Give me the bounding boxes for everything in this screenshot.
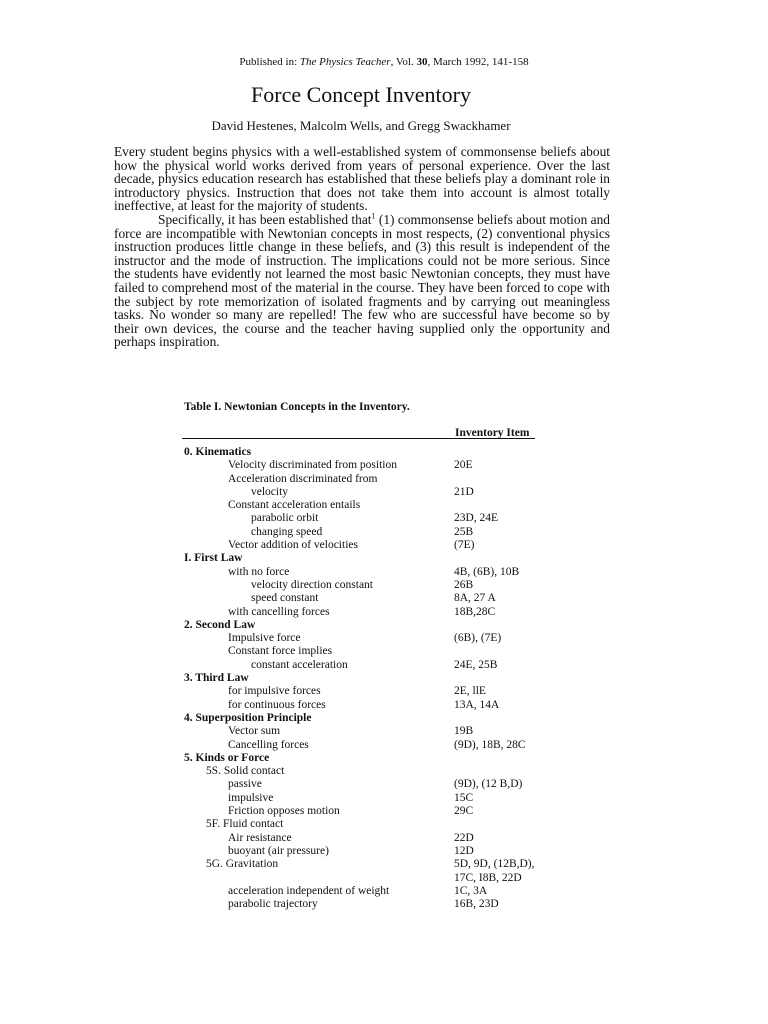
table-row [184,473,584,486]
concept-cell: parabolic trajectory [228,898,318,911]
table-caption: Table I. Newtonian Concepts in the Inventory. [184,401,410,413]
publication-volume-prefix: , Vol. [390,56,417,68]
concept-cell: Friction opposes motion [228,805,340,818]
item-cell: 5D, 9D, (12B,D), [454,858,535,871]
table-section-row [184,712,584,725]
table-row [184,699,584,712]
concept-cell: impulsive [228,791,274,804]
publication-line [0,56,768,69]
table-row [184,606,584,619]
table-row [184,885,584,898]
table-row [184,765,584,778]
table-row [184,739,584,752]
concept-cell: 2. Second Law [184,618,256,631]
item-cell: (6B), (7E) [454,632,502,645]
concept-cell: changing speed [251,525,323,538]
table-row [184,725,584,738]
item-cell: 23D, 24E [454,512,499,525]
concept-cell: 4. Superposition Principle [184,711,312,724]
concept-cell: Impulsive force [228,632,301,645]
concept-cell: speed constant [251,592,319,605]
concept-cell: 3. Third Law [184,672,249,685]
item-cell: 29C [454,805,474,818]
item-cell: 8A, 27 A [454,592,496,605]
table-row [184,512,584,525]
table-row [184,539,584,552]
item-cell: 24E, 25B [454,658,498,671]
table-row [184,858,584,871]
item-cell: 16B, 23D [454,898,499,911]
table-section-row [184,552,584,565]
footnote-ref: 1 [371,211,376,221]
table-row [184,845,584,858]
paper-title: Force Concept Inventory [251,82,471,107]
item-cell: 17C, I8B, 22D [454,871,522,884]
concept-cell: I. First Law [184,552,243,565]
paragraph-1: Every student begins physics with a well-established system of commonsense beliefs about how the physical world works derived from years of personal experience. Over the last decade, physics education research has established that these beliefs play a dominant role in introductory physics. Instruction that does not take them into account is almost totally ineffective, at least for the majority of students. [114,144,610,214]
item-cell: 15C [454,791,474,804]
paragraph-2-rest: (1) commonsense beliefs about motion and force are incompatible with Newtonian concepts in most respects, (2) conventional physics instruction produces little change in these beliefs, and (3) this result is independent of the instructor and the mode of instruction. The implications could not be more serious. Since the students have evidently not learned the most basic Newtonian concepts, they must have failed to comprehend most of the material in the course. They have been forced to cope with the subject by rote memorization of isolated fragments and by carrying out meaningless tasks. No wonder so many are repelled! The few who are successful have become so by their own devices, the course and the teacher having supplied only the opportunity and perhaps inspiration. [114,211,610,350]
table-row [184,579,584,592]
item-cell: 4B, (6B), 10B [454,565,520,578]
item-cell: 12D [454,844,474,857]
paragraph-2 [114,213,610,349]
table-row [184,818,584,831]
concept-cell: parabolic orbit [251,512,319,525]
table-section-row [184,752,584,765]
paragraph-2-start: Specifically, it has been established that [158,211,372,227]
table-row [184,792,584,805]
concept-cell: with no force [228,565,290,578]
concept-cell: Cancelling forces [228,738,309,751]
table-row [184,632,584,645]
table-section-row [184,672,584,685]
table-row [184,872,584,885]
table-row [184,832,584,845]
item-cell: 2E, llE [454,685,486,698]
concept-cell: velocity direction constant [251,578,373,591]
item-cell: 1C, 3A [454,884,488,897]
concept-cell: Constant acceleration entails [228,499,361,512]
concept-cell: for continuous forces [228,698,326,711]
item-cell: 25B [454,525,474,538]
concept-cell: Air resistance [228,831,292,844]
item-cell: 19B [454,725,474,738]
concept-cell: passive [228,778,262,791]
item-cell: 13A, 14A [454,698,500,711]
table-row [184,898,584,911]
concept-cell: velocity [251,485,289,498]
item-cell: (9D), (12 B,D) [454,778,523,791]
concept-cell: with cancelling forces [228,605,330,618]
item-cell: 26B [454,578,474,591]
publication-suffix: , March 1992, 141-158 [427,56,529,68]
concept-cell: acceleration independent of weight [228,884,390,897]
concept-cell: 0. Kinematics [184,446,252,458]
table-row [184,592,584,605]
concept-cell: Constant force implies [228,645,333,658]
item-cell: (7E) [454,539,475,552]
concept-cell: Velocity discriminated from position [228,459,397,472]
paper-authors: David Hestenes, Malcolm Wells, and Gregg Swackhamer [211,118,511,133]
item-cell: 18B,28C [454,605,496,618]
concept-cell: Acceleration discriminated from [228,472,378,485]
body-text [114,145,610,349]
journal-name: The Physics Teacher [299,56,391,68]
item-cell: (9D), 18B, 28C [454,738,526,751]
table-row [184,685,584,698]
table-row [184,486,584,499]
concept-cell: 5F. Fluid contact [206,818,284,831]
publication-prefix: Published in: [239,56,300,68]
table-row [184,566,584,579]
table-row [184,659,584,672]
concept-cell: 5. Kinds or Force [184,751,270,764]
table-row [184,499,584,512]
concept-cell: 5S. Solid contact [206,765,285,778]
journal-volume: 30 [416,56,428,68]
table-row [184,778,584,791]
table-row [184,459,584,472]
concept-cell: constant acceleration [251,658,348,671]
concept-cell: 5G. Gravitation [206,858,279,871]
concept-cell: Vector sum [228,725,281,738]
table-column-header: Inventory Item [455,427,530,439]
table-row [184,805,584,818]
table-rule [182,438,535,439]
concept-cell: Vector addition of velocities [228,539,358,552]
concept-table [184,446,584,911]
table-section-row [184,446,584,459]
item-cell: 20E [454,459,473,472]
table-section-row [184,619,584,632]
item-cell: 21D [454,485,474,498]
table-row [184,645,584,658]
concept-cell: buoyant (air pressure) [228,844,329,857]
item-cell: 22D [454,831,474,844]
table-row [184,526,584,539]
concept-cell: for impulsive forces [228,685,321,698]
